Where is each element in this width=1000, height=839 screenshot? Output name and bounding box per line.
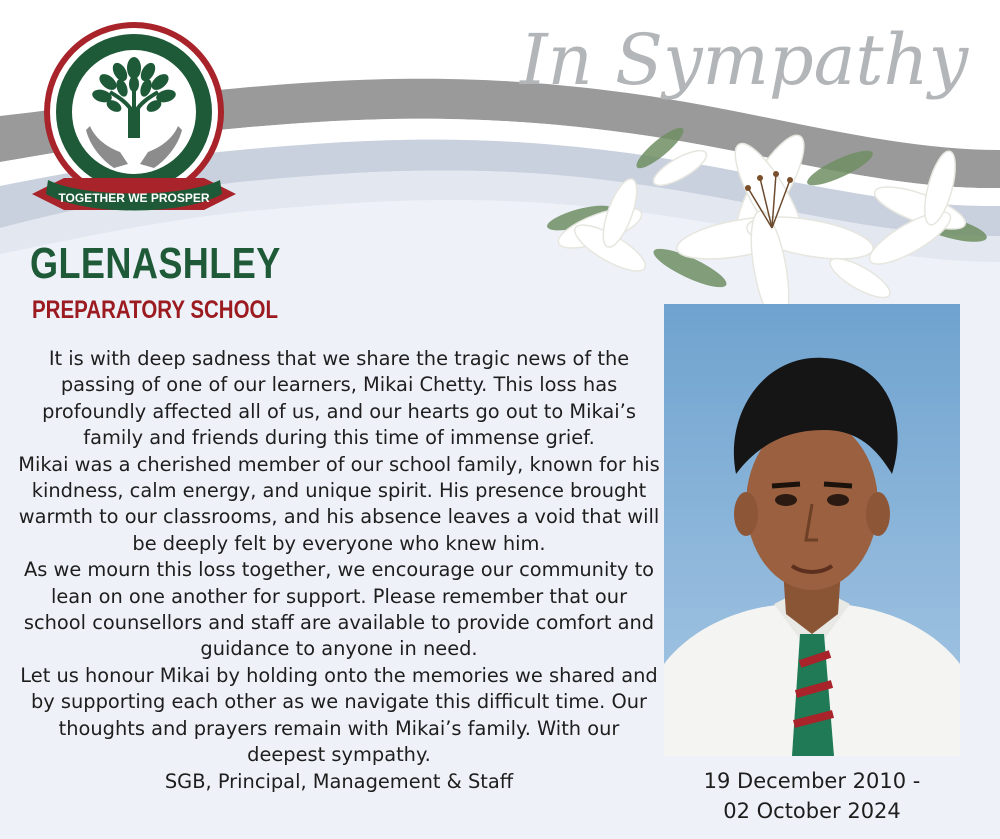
school-name: GLENASHLEY — [30, 239, 281, 288]
message-paragraph: It is with deep sadness that we share the tragic news of the passing of one of our learners, Mikai Chetty. This loss has profoundly affected all of us, and our hearts go out to Mikai’s family and friends during this time of immense grief. — [42, 347, 636, 450]
logo-motto: TOGETHER WE PROSPER — [58, 191, 210, 205]
message-signature: SGB, Principal, Management & Staff — [164, 769, 514, 793]
message-paragraph: As we mourn this loss together, we encourage our community to lean on one another for support. Please remember that our school counsellors and staff are available to provide comfort and guidance to anyone in need. — [23, 558, 655, 661]
school-logo — [24, 18, 244, 230]
life-dates — [664, 766, 960, 826]
condolence-message — [18, 346, 660, 795]
lily-flowers-illustration — [540, 108, 1000, 328]
page-title: In Sympathy — [520, 19, 969, 101]
portrait-photo — [664, 304, 960, 756]
birth-date: 19 December 2010 - — [703, 769, 921, 793]
school-subtitle: PREPARATORY SCHOOL — [32, 296, 279, 324]
message-paragraph: Let us honour Mikai by holding onto the memories we shared and by supporting each other as we navigate this difficult time. Our thoughts and prayers remain with Mikai’s family. With our deepest sympathy. — [20, 663, 658, 767]
message-paragraph: Mikai was a cherished member of our school family, known for his kindness, calm energy, and unique spirit. His presence brought warmth to our classrooms, and his absence leaves a void that will be deeply felt by everyone who knew him. — [18, 452, 660, 555]
death-date: 02 October 2024 — [723, 799, 901, 823]
